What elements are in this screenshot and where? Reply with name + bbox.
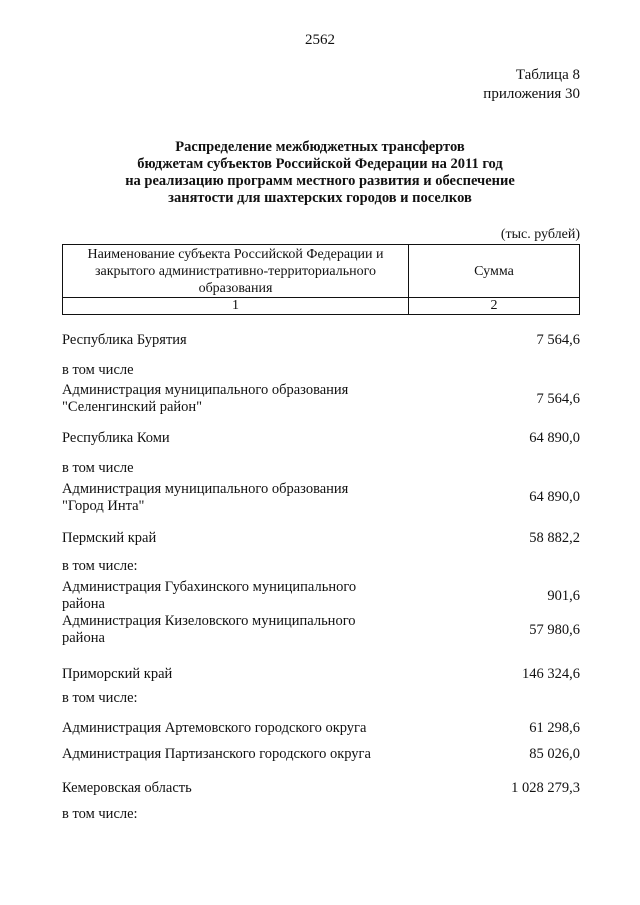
title-line: занятости для шахтерских городов и поселков bbox=[168, 190, 472, 206]
header-name-line: закрытого административно-территориального bbox=[94, 263, 377, 279]
header-number-row bbox=[63, 298, 580, 315]
row-value: 901,6 bbox=[547, 588, 580, 604]
title-line: на реализацию программ местного развития и обеспечение bbox=[125, 173, 515, 189]
row-value: 7 564,6 bbox=[536, 332, 580, 348]
row-name: Администрация муниципального образования "Город Инта" bbox=[62, 481, 349, 514]
header-row bbox=[63, 245, 580, 298]
table-header bbox=[62, 244, 580, 315]
row-name: Республика Бурятия bbox=[62, 332, 187, 348]
title-line: Распределение межбюджетных трансфертов bbox=[175, 139, 465, 155]
row-value: 64 890,0 bbox=[529, 430, 580, 446]
annex-table-label: Таблица 8 bbox=[515, 67, 580, 83]
row-value: 64 890,0 bbox=[529, 489, 580, 505]
unit-label: (тыс. рублей) bbox=[500, 227, 580, 242]
title-line: бюджетам субъектов Российской Федерации на 2011 год bbox=[137, 156, 503, 172]
header-name-column bbox=[63, 245, 409, 298]
row-name: Администрация Артемовского городского округа bbox=[62, 720, 367, 736]
header-name-line: Наименование субъекта Российской Федерации и bbox=[87, 246, 384, 262]
row-name: Пермский край bbox=[62, 530, 157, 546]
row-name: Администрация Партизанского городского округа bbox=[62, 746, 371, 762]
row-name: Администрация Кизеловского муниципального района bbox=[62, 613, 356, 646]
row-value: 61 298,6 bbox=[529, 720, 580, 736]
row-name: в том числе: bbox=[62, 558, 138, 574]
header-sum-column: Сумма bbox=[409, 245, 580, 298]
page-number: 2562 bbox=[305, 32, 335, 48]
row-value: 85 026,0 bbox=[529, 746, 580, 762]
annex-reference bbox=[483, 66, 580, 104]
row-name: Приморский край bbox=[62, 666, 173, 682]
row-name: в том числе bbox=[62, 362, 134, 378]
document-title bbox=[60, 139, 580, 207]
row-value: 146 324,6 bbox=[522, 666, 580, 682]
row-name: в том числе: bbox=[62, 690, 138, 706]
header-name-line: образования bbox=[198, 280, 273, 296]
annex-appendix-label: приложения 30 bbox=[483, 86, 580, 102]
row-name: Администрация муниципального образования "Селенгинский район" bbox=[62, 382, 349, 415]
row-name: Администрация Губахинского муниципального района bbox=[62, 579, 357, 612]
row-name: в том числе bbox=[62, 460, 134, 476]
column-number: 2 bbox=[409, 298, 580, 315]
row-value: 57 980,6 bbox=[529, 622, 580, 638]
row-name: в том числе: bbox=[62, 806, 138, 822]
row-name: Республика Коми bbox=[62, 430, 170, 446]
row-name: Кемеровская область bbox=[62, 780, 192, 796]
row-value: 7 564,6 bbox=[536, 391, 580, 407]
row-value: 1 028 279,3 bbox=[511, 780, 580, 796]
column-number: 1 bbox=[63, 298, 409, 315]
row-value: 58 882,2 bbox=[529, 530, 580, 546]
